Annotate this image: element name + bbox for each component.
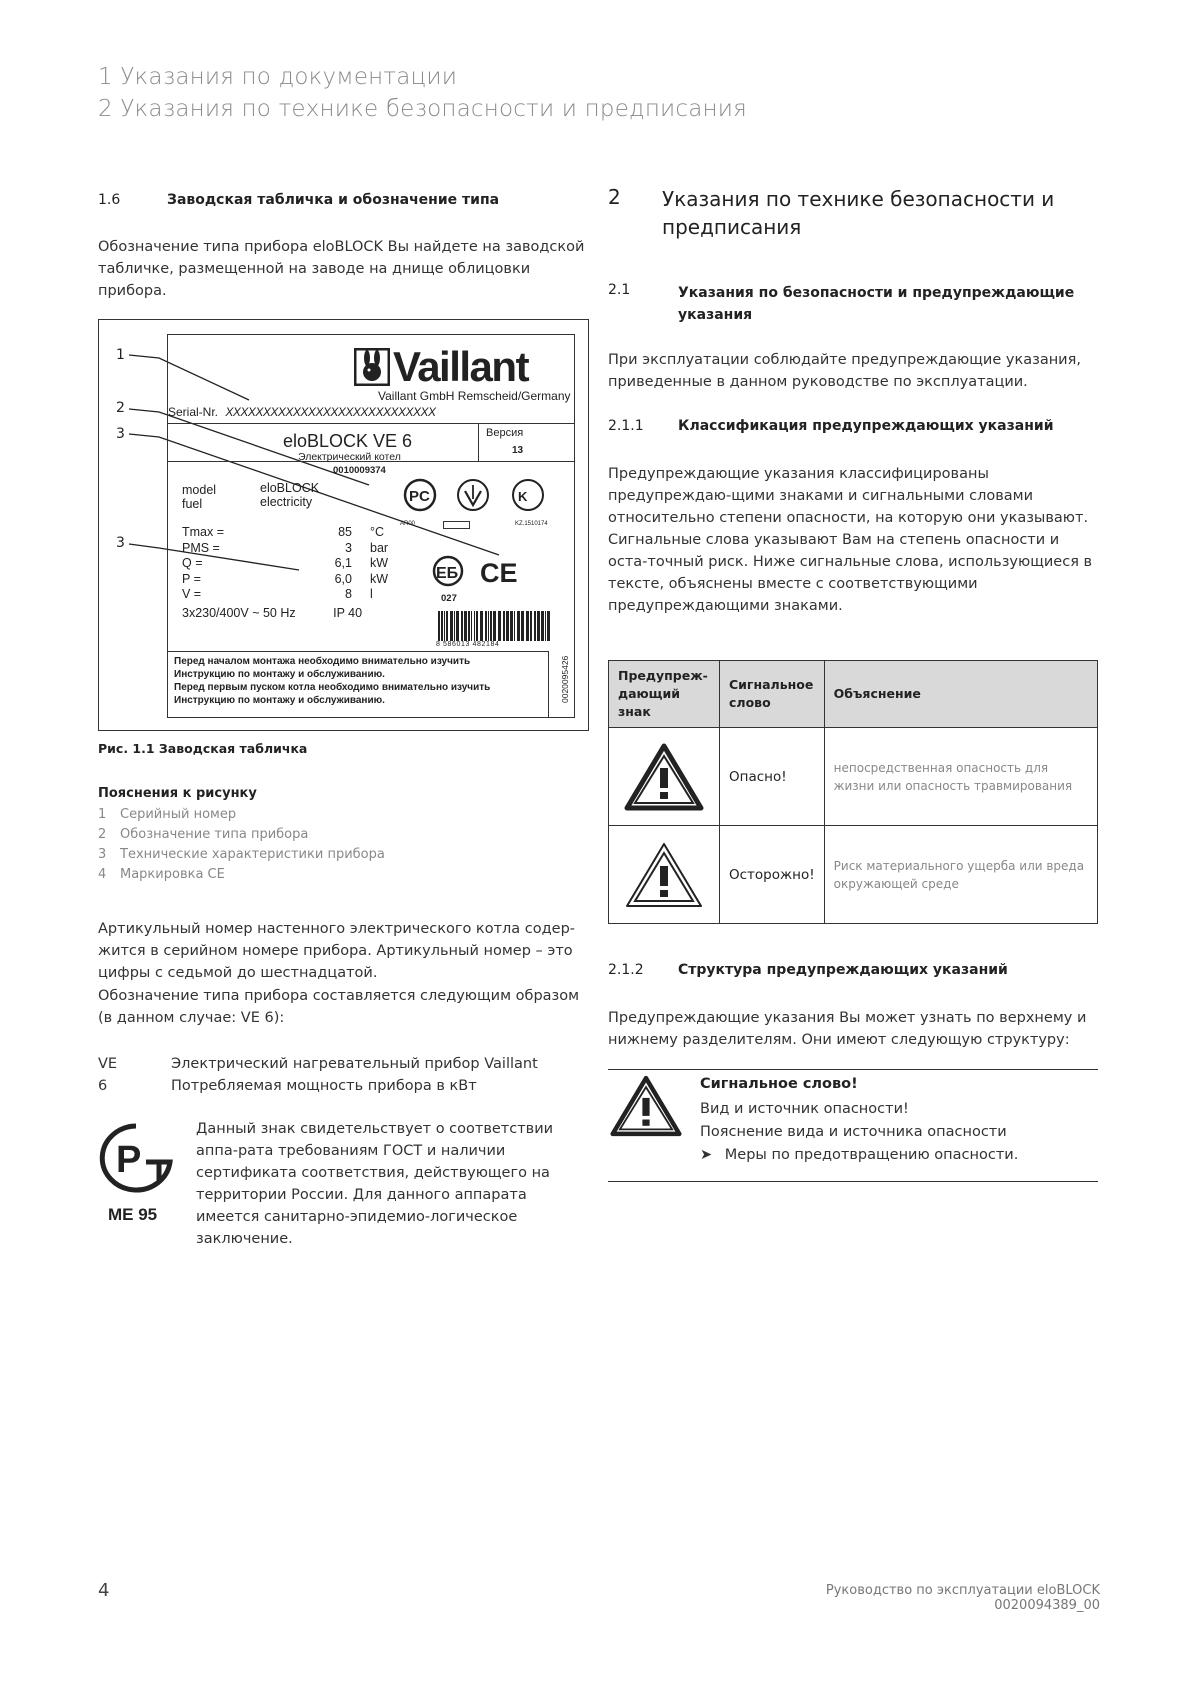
cert-note-1: AR00 bbox=[400, 521, 416, 527]
barcode-bar bbox=[534, 611, 536, 641]
plate-code: 0010009374 bbox=[333, 465, 386, 476]
rating-plate-figure bbox=[98, 319, 589, 731]
eac-mark-icon bbox=[434, 557, 462, 585]
spec-unit: l bbox=[370, 587, 373, 601]
article-paragraph: Артикульный номер настенного электрического котла содер-жится в серийном номере прибора. Артикульный номер – это цифры с седьмой до шестнадцатой. bbox=[98, 921, 575, 981]
quality-mark-icon bbox=[458, 480, 488, 510]
section-2-1-title: Указания по безопасности и предупреждающие указания bbox=[678, 285, 1075, 323]
barcode-bar bbox=[480, 611, 483, 641]
barcode-bar bbox=[450, 611, 453, 641]
warning-classification-table bbox=[608, 660, 1098, 924]
structure-bullet: ➤ Меры по предотвращению опасности. bbox=[700, 1147, 1019, 1163]
barcode-bar bbox=[444, 611, 445, 641]
plate-version-value: 13 bbox=[512, 445, 524, 456]
legend-title: Пояснения к рисунку bbox=[98, 786, 257, 801]
callout-1: 1 bbox=[116, 347, 125, 363]
spec-unit: kW bbox=[370, 571, 389, 586]
side-code: 0020095426 bbox=[560, 655, 570, 703]
plate-company: Vaillant GmbH Remscheid/Germany bbox=[378, 389, 571, 403]
spec-value: 6,0 bbox=[334, 571, 352, 586]
table-row bbox=[609, 826, 1098, 924]
barcode-bar bbox=[454, 611, 455, 641]
gost-code: ME 95 bbox=[108, 1205, 158, 1224]
spec-key: Tmax = bbox=[182, 525, 225, 539]
section-2-number: 2 bbox=[608, 185, 621, 209]
header-line-1: 1 Указания по документации bbox=[98, 64, 458, 90]
type-codes bbox=[98, 1053, 538, 1097]
table-header-explanation: Объяснение bbox=[824, 661, 1097, 728]
spec-row bbox=[182, 556, 392, 572]
barcode-bar bbox=[517, 611, 520, 641]
barcode-bar bbox=[526, 611, 529, 641]
spec-key: PMS = bbox=[182, 540, 220, 555]
legend-item: 4 Маркировка CE bbox=[98, 867, 225, 882]
barcode-bar bbox=[514, 611, 515, 641]
spec-unit: bar bbox=[370, 540, 389, 555]
rating-plate bbox=[167, 334, 575, 718]
intro-paragraph: Обозначение типа прибора eloBLOCK Вы найдете на заводской табличке, размещенной на заводе на днище облицовки прибора. bbox=[98, 239, 585, 299]
caution-warning-icon bbox=[624, 841, 704, 909]
barcode-bar bbox=[498, 611, 501, 641]
structure-bottom-divider bbox=[608, 1181, 1098, 1182]
barcode-bar bbox=[503, 611, 505, 641]
danger-warning-icon bbox=[624, 743, 704, 811]
type-code-row: VE Электрический нагревательный прибор Vaillant bbox=[98, 1056, 538, 1072]
section-2-1-1-paragraph-b: Сигнальные слова указывают Вам на степень опасности и оста-точный риск. Ниже сигнальные слова, использующиеся в тексте, объяснены вместе с соответствующими предупреждающими знаками. bbox=[608, 532, 1093, 614]
plate-model-label: model fuel bbox=[182, 483, 217, 511]
signal-word-caution: Осторожно! bbox=[720, 826, 825, 924]
spec-unit: kW bbox=[370, 556, 389, 570]
type-code-row: 6 Потребляемая мощность прибора в кВт bbox=[98, 1078, 477, 1094]
barcode-bar bbox=[461, 611, 463, 641]
hare-logo-icon bbox=[354, 348, 390, 386]
barcode-bar bbox=[441, 611, 443, 641]
barcode-bar bbox=[530, 611, 532, 641]
section-2-1-number: 2.1 bbox=[608, 282, 631, 298]
ce-mark-icon bbox=[480, 558, 518, 588]
spec-unit: °C bbox=[370, 525, 385, 539]
spec-key: P = bbox=[182, 571, 201, 586]
plate-model-sub: Электрический котел bbox=[298, 451, 401, 463]
barcode-bar bbox=[541, 611, 544, 641]
spec-value: 8 bbox=[345, 587, 352, 601]
spec-value: 6,1 bbox=[334, 556, 352, 570]
section-2-1-1-title: Классификация предупреждающих указаний bbox=[678, 418, 1054, 434]
barcode-bar bbox=[521, 611, 524, 641]
barcode-bar bbox=[488, 611, 489, 641]
structure-signal-word: Сигнальное слово! bbox=[700, 1076, 858, 1092]
barcode-bar bbox=[493, 611, 496, 641]
table-header-sign: Предупреж-дающий знак bbox=[609, 661, 720, 728]
spec-key: V = bbox=[182, 587, 202, 601]
svg-text:CE: CE bbox=[480, 558, 518, 588]
section-2-1-1-paragraph-a: Предупреждающие указания классифицированы предупреждаю-щими знаками и сигнальными словами относительно степени опасности, на которую они указывают. bbox=[608, 466, 1089, 526]
figure-caption: Рис. 1.1 Заводская табличка bbox=[98, 741, 308, 756]
plate-model-value: eloBLOCK electricity bbox=[260, 481, 320, 509]
gost-paragraph: Данный знак свидетельствует о соответствии аппа-рата требованиям ГОСТ и наличии сертификата соответствия, действующего на территории России. Для данного аппарата имеется санитарно-эпидемио-логическое заключение. bbox=[196, 1121, 554, 1247]
header-line-2: 2 Указания по технике безопасности и предписания bbox=[98, 96, 747, 122]
plate-voltage-row: 3x230/400V ~ 50 Hz IP 40 bbox=[182, 606, 363, 620]
barcode-bar bbox=[506, 611, 509, 641]
kz-mark-icon bbox=[513, 480, 543, 510]
section-2-1-2-paragraph: Предупреждающие указания Вы может узнать по верхнему и нижнему разделителям. Они имеют следующую структуру: bbox=[608, 1010, 1087, 1048]
barcode-bar bbox=[464, 611, 467, 641]
barcode-bar bbox=[476, 611, 478, 641]
section-2-1-2-number: 2.1.2 bbox=[608, 962, 644, 978]
callout-3a: 3 bbox=[116, 426, 125, 442]
section-2-1-paragraph: При эксплуатации соблюдайте предупреждающие указания, приведенные в данном руководстве по эксплуатации. bbox=[608, 352, 1081, 390]
legend-item: 2 Обозначение типа прибора bbox=[98, 827, 309, 842]
arrow-bullet-icon: ➤ bbox=[700, 1147, 713, 1163]
structure-line-1: Вид и источник опасности! bbox=[700, 1101, 909, 1117]
structure-warning-icon bbox=[610, 1074, 682, 1138]
serial-label: Serial-Nr. bbox=[168, 405, 219, 419]
callout-2: 2 bbox=[116, 400, 125, 416]
gost-mark-icon bbox=[405, 480, 435, 510]
vaillant-logo: Vaillant bbox=[354, 347, 528, 387]
cert-note-2: KZ.1510174 bbox=[515, 521, 548, 527]
svg-text:K: K bbox=[518, 489, 528, 504]
barcode-bar bbox=[490, 611, 492, 641]
barcode-bar bbox=[545, 611, 546, 641]
ce-eac-marks bbox=[428, 553, 538, 593]
section-1-6-number: 1.6 bbox=[98, 192, 121, 208]
explanation-caution: Риск материального ущерба или вреда окружающей среде bbox=[824, 826, 1097, 924]
barcode-bar bbox=[547, 611, 550, 641]
serial-value: XXXXXXXXXXXXXXXXXXXXXXXXXXXX bbox=[225, 405, 436, 419]
barcode bbox=[436, 611, 552, 643]
plate-version-label: Версия bbox=[486, 427, 524, 439]
section-2-1-1-number: 2.1.1 bbox=[608, 418, 644, 434]
page-number: 4 bbox=[98, 1580, 110, 1601]
plate-model-name: eloBLOCK VE 6 bbox=[283, 431, 413, 451]
plate-specs bbox=[182, 525, 392, 603]
barcode-bar bbox=[471, 611, 472, 641]
table-row bbox=[609, 728, 1098, 826]
spec-value: 85 bbox=[338, 525, 352, 539]
gost-certification-icon bbox=[96, 1122, 176, 1194]
signal-word-danger: Опасно! bbox=[720, 728, 825, 826]
certification-marks bbox=[400, 477, 572, 523]
table-header-word: Сигнальное слово bbox=[720, 661, 825, 728]
explanation-danger: непосредственная опасность для жизни или опасность травмирования bbox=[824, 728, 1097, 826]
section-1-6-title: Заводская табличка и обозначение типа bbox=[167, 192, 500, 208]
svg-text:PC: PC bbox=[409, 488, 430, 505]
plate-warnings: Перед началом монтажа необходимо внимательно изучить Инструкцию по монтажу и обслуживанию. Перед первым пуском котла необходимо внимательно изучить Инструкцию по монтажу и обслуживанию. bbox=[174, 656, 491, 706]
ce-number: 027 bbox=[441, 593, 457, 604]
section-2-title: Указания по технике безопасности и предписания bbox=[662, 187, 1055, 239]
type-paragraph: Обозначение типа прибора составляется следующим образом (в данном случае: VE 6): bbox=[98, 988, 580, 1026]
spec-row bbox=[182, 541, 392, 557]
structure-top-divider bbox=[608, 1069, 1098, 1070]
footer-doc-title: Руководство по эксплуатации eloBLOCK 0020094389_00 bbox=[825, 1583, 1100, 1613]
barcode-bar bbox=[474, 611, 475, 641]
structure-line-2: Пояснение вида и источника опасности bbox=[700, 1124, 1007, 1140]
legend-item: 3 Технические характеристики прибора bbox=[98, 847, 385, 862]
barcode-bar bbox=[438, 611, 440, 641]
barcode-digits: 8 586013 482184 bbox=[436, 641, 500, 648]
section-2-1-2-title: Структура предупреждающих указаний bbox=[678, 962, 1008, 978]
barcode-bar bbox=[468, 611, 470, 641]
barcode-bar bbox=[510, 611, 513, 641]
callout-3b: 3 bbox=[116, 535, 125, 551]
barcode-bar bbox=[537, 611, 540, 641]
spec-row bbox=[182, 587, 392, 603]
spec-value: 3 bbox=[345, 540, 352, 555]
barcode-bar bbox=[446, 611, 448, 641]
barcode-bar bbox=[456, 611, 459, 641]
legend-item: 1 Серийный номер bbox=[98, 807, 237, 822]
barcode-bar bbox=[485, 611, 487, 641]
svg-text:ЕБ: ЕБ bbox=[436, 565, 459, 582]
legend-list bbox=[98, 805, 385, 885]
spec-row bbox=[182, 525, 392, 541]
svg-text:P: P bbox=[116, 1139, 142, 1181]
spec-row bbox=[182, 572, 392, 588]
plate-serial bbox=[168, 405, 435, 419]
spec-key: Q = bbox=[182, 556, 203, 570]
